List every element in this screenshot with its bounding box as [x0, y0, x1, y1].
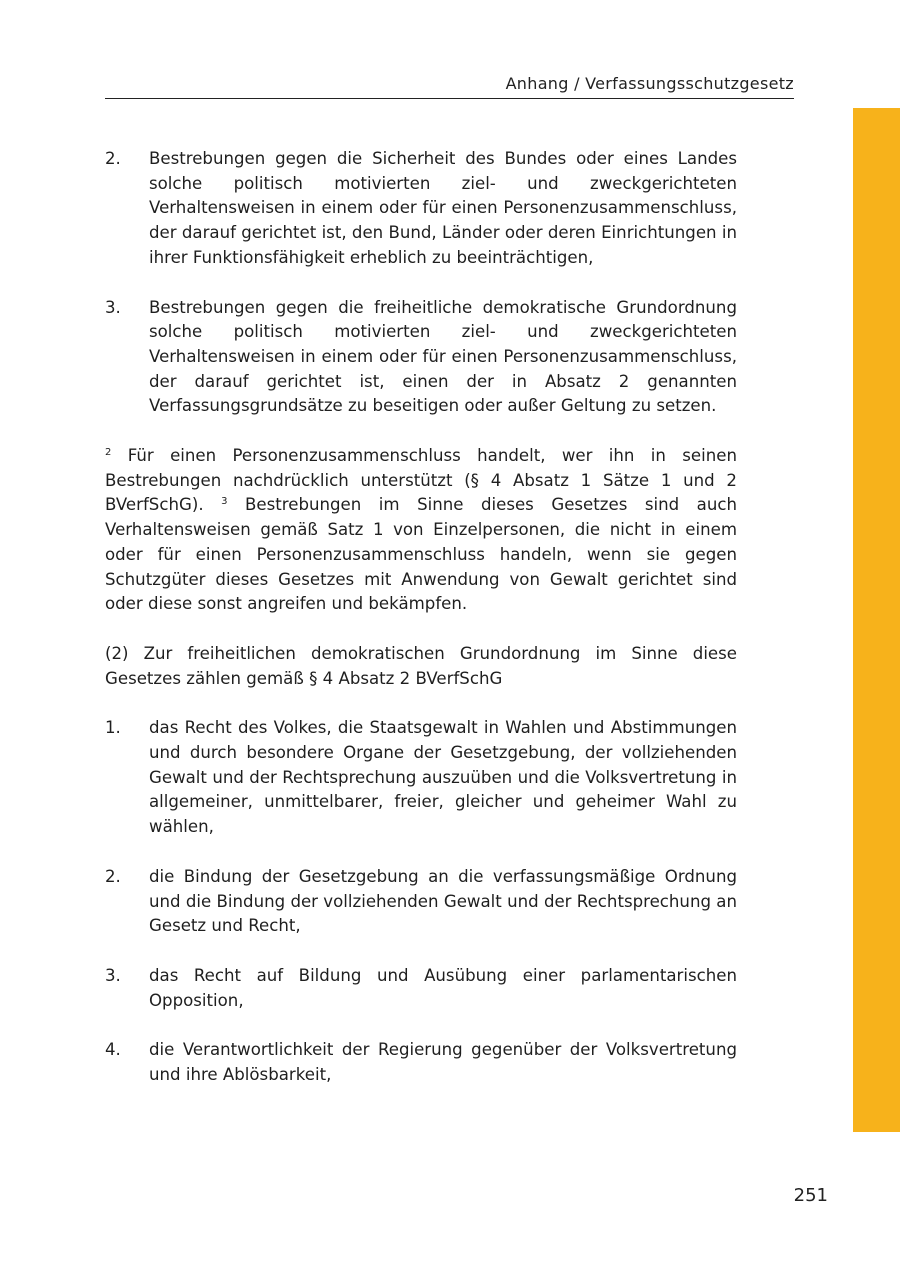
list-number: 3. [105, 965, 121, 985]
list-text: das Recht auf Bildung und Ausübung einer parlamentarischen Opposition, [149, 965, 737, 1010]
page-number: 251 [793, 1185, 828, 1206]
list-item-b4 [105, 1038, 737, 1087]
list-number: 2. [105, 149, 121, 168]
list-text: die Bindung der Gesetzgebung an die verfassungsmäßige Ordnung und die Bindung der vollziehenden Gewalt und der Rechtsprechung an Gesetz und Recht, [149, 866, 737, 936]
header-rule [105, 98, 794, 99]
page-body [105, 147, 737, 1113]
paragraph-sentences [105, 444, 737, 617]
sentence-marker-3: 3 [221, 496, 228, 508]
list-item-a3 [105, 296, 737, 420]
list-number: 3. [105, 297, 121, 317]
list-item-b1 [105, 716, 737, 840]
list-item-b3 [105, 964, 737, 1013]
sentence-3: Bestrebungen im Sinne dieses Gesetzes sind auch Verhaltensweisen gemäß Satz 1 von Einzelpersonen, die nicht in einem oder für einen Personenzusammenschluss handeln, wenn sie gegen Schutzgüter dieses Gesetzes mit Anwendung von Gewalt gerichtet sind oder diese sonst angreifen und bekämpfen. [105, 495, 738, 614]
list-number: 2. [105, 866, 121, 886]
sentence-2: Für einen Personenzusammenschluss handelt, wer ihn in seinen Bestrebungen nachdrücklich unterstützt (§ 4 Absatz 1 Sätze 1 und 2 BVerfSchG). [105, 446, 737, 515]
list-number: 4. [105, 1040, 121, 1060]
sentence-marker-2: 2 [105, 447, 112, 459]
list-text: Bestrebungen gegen die freiheitliche demokratische Grundordnung solche politisch motivierten ziel- und zweckgerichteten Verhaltensweisen in einem oder für einen Personenzusammenschluss, der darauf gerichtet ist, einen der in Absatz 2 genannten Verfassungsgrundsätze zu beseitigen oder außer Geltung zu setzen. [149, 297, 737, 416]
paragraph-2: (2) Zur freiheitlichen demokratischen Grundordnung im Sinne diese Gesetzes zählen gemäß § 4 Absatz 2 BVerfSchG [105, 643, 737, 688]
running-header: Anhang / Verfassungsschutzgesetz [505, 74, 794, 93]
list-text: die Verantwortlichkeit der Regierung gegenüber der Volksvertretung und ihre Ablösbarkeit, [149, 1040, 737, 1085]
chapter-tab-marker [853, 108, 900, 1132]
list-text: das Recht des Volkes, die Staatsgewalt in Wahlen und Abstimmungen und durch besondere Organe der Gesetzgebung, der vollziehenden Gewalt und der Rechtsprechung auszuüben und die Volksvertretung in allgemeiner, unmittelbarer, freier, gleicher und geheimer Wahl zu wählen, [149, 718, 737, 837]
list-text: Bestrebungen gegen die Sicherheit des Bundes oder eines Landes solche politisch motivierten ziel- und zweckgerichteten Verhaltensweisen in einem oder für einen Personenzusammenschluss, der darauf gerichtet ist, den Bund, Länder oder deren Einrichtungen in ihrer Funktionsfähigkeit erheblich zu beeinträchtigen, [149, 149, 737, 267]
list-item-a2 [105, 147, 737, 271]
list-number: 1. [105, 718, 121, 738]
list-item-b2 [105, 865, 737, 939]
